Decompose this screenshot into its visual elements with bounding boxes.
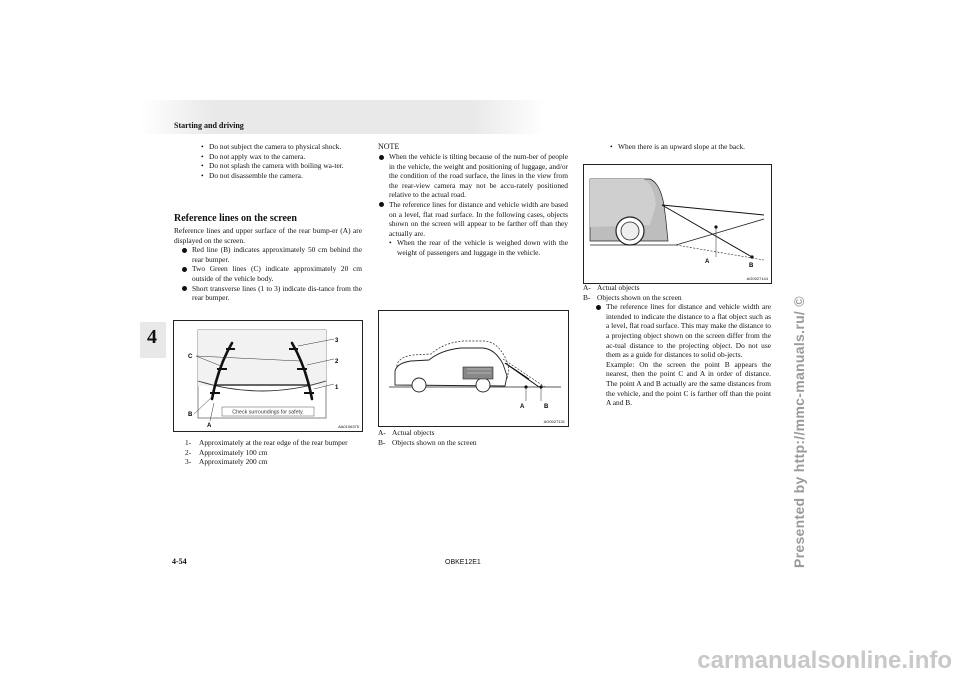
label-a: A (520, 404, 525, 410)
legend-item: A- Actual objects (378, 428, 435, 437)
rear-camera-screen-figure (173, 320, 363, 432)
front-wheel (412, 378, 426, 392)
legend-item: 1- Approximately at the rear edge of the rear bumper (185, 438, 348, 447)
sub-bullet: • When there is an upward slope at the back. (610, 142, 775, 152)
label-a: A (705, 259, 710, 265)
note-item: The reference lines for distance and vehicle width are based on a level, flat road surface. In the following cases, objects shown on the screen will appear to be farther off than they actually are. (378, 200, 568, 238)
label-3: 3 (335, 338, 339, 344)
bullet-item: • Do not subject the camera to physical shock. (201, 142, 361, 152)
side-watermark: Presented by http://mmc-manuals.ru/ © (791, 296, 807, 568)
bullet-item: • Do not disassemble the camera. (201, 171, 361, 181)
camera-ray-lower (505, 363, 539, 387)
legend-item: 3- Approximately 200 cm (185, 457, 268, 467)
label-a: A (207, 423, 212, 429)
document-code: OBKE12E1 (445, 559, 481, 566)
list-item: Two Green lines (C) indicate approximately 20 cm outside of the vehicle body. (181, 264, 362, 283)
column-1-body (174, 226, 362, 303)
bullet-item: • Do not splash the camera with boiling wa-ter. (201, 161, 361, 171)
bullet-item: • Do not apply wax to the camera. (201, 152, 361, 162)
figure-code: AG0027144 (746, 276, 768, 281)
figure-code: AA0106375 (338, 424, 359, 429)
figure-code: AG0027131 (543, 419, 565, 424)
example-paragraph: Example: On the screen the point B appears the nearest, then the point C and A in order of distance. The point A and B actually are the same distances from the vehicle, and the point C is farther off than the point A and B. (606, 359, 771, 408)
list-item: The reference lines for distance and vehicle width are intended to indicate the distance to a flat object such as a level, flat road surface. This may make the distance to a projecting object shown on the screen differ from the ac-tual distance to the projecting object. Do not use them as a guide for distances to solid ob-jects. (595, 302, 771, 360)
sub-bullet: • When the rear of the vehicle is weighed down with the weight of passengers and luggage in the vehicle. (389, 238, 568, 257)
list-item: Red line (B) indicates approximately 50 cm behind the rear bumper. (181, 245, 362, 264)
point-b-marker (750, 255, 753, 258)
note-title: NOTE (378, 142, 400, 151)
bottom-watermark: carmanualsonline.info (697, 647, 952, 674)
dashed-ray (503, 359, 545, 387)
camera-screen-diagram (174, 321, 362, 431)
column-2-body (378, 152, 568, 258)
legend-item: 2- Approximately 100 cm (185, 447, 268, 457)
legend-item: B- Objects shown on the screen (583, 292, 682, 302)
weighed-down-rear-figure (378, 310, 569, 427)
section-heading: Reference lines on the screen (174, 213, 297, 224)
column-3-sub-bullet (610, 142, 775, 152)
label-c: C (188, 354, 193, 360)
section-title: Starting and driving (174, 121, 244, 130)
label-2: 2 (335, 359, 339, 365)
label-b: B (544, 404, 549, 410)
page-number: 4-54 (172, 557, 187, 566)
rear-wheel (476, 378, 490, 392)
column-3-body (583, 283, 771, 408)
note-item: When the vehicle is tilting because of the num-ber of people in the vehicle, the weight and positioning of luggage, and/or the condition of the road surface, the lines in the view from the rear-view camera may not be accu-rately positioned relative to the actual road. (378, 152, 568, 200)
figure-1-legend (185, 438, 361, 467)
legend-item: B- Objects shown on the screen (378, 437, 477, 447)
legend-item: A- Actual objects (583, 283, 640, 292)
chapter-number: 4 (147, 326, 157, 348)
label-1: 1 (335, 385, 339, 391)
slope-diagram (584, 165, 771, 283)
label-b: B (749, 263, 754, 269)
figure-2-legend (378, 428, 568, 447)
screen-message: Check surroundings for safety. (232, 409, 304, 416)
upward-slope-figure (583, 164, 772, 284)
sloped-ground (676, 219, 764, 245)
tilted-vehicle-diagram (379, 311, 568, 426)
list-item: Short transverse lines (1 to 3) indicate dis-tance from the rear bumper. (181, 284, 362, 303)
intro-paragraph: Reference lines and upper surface of the rear bump-er (A) are displayed on the screen. (174, 226, 362, 245)
label-b: B (188, 412, 193, 418)
column-1-bullets (201, 142, 361, 180)
